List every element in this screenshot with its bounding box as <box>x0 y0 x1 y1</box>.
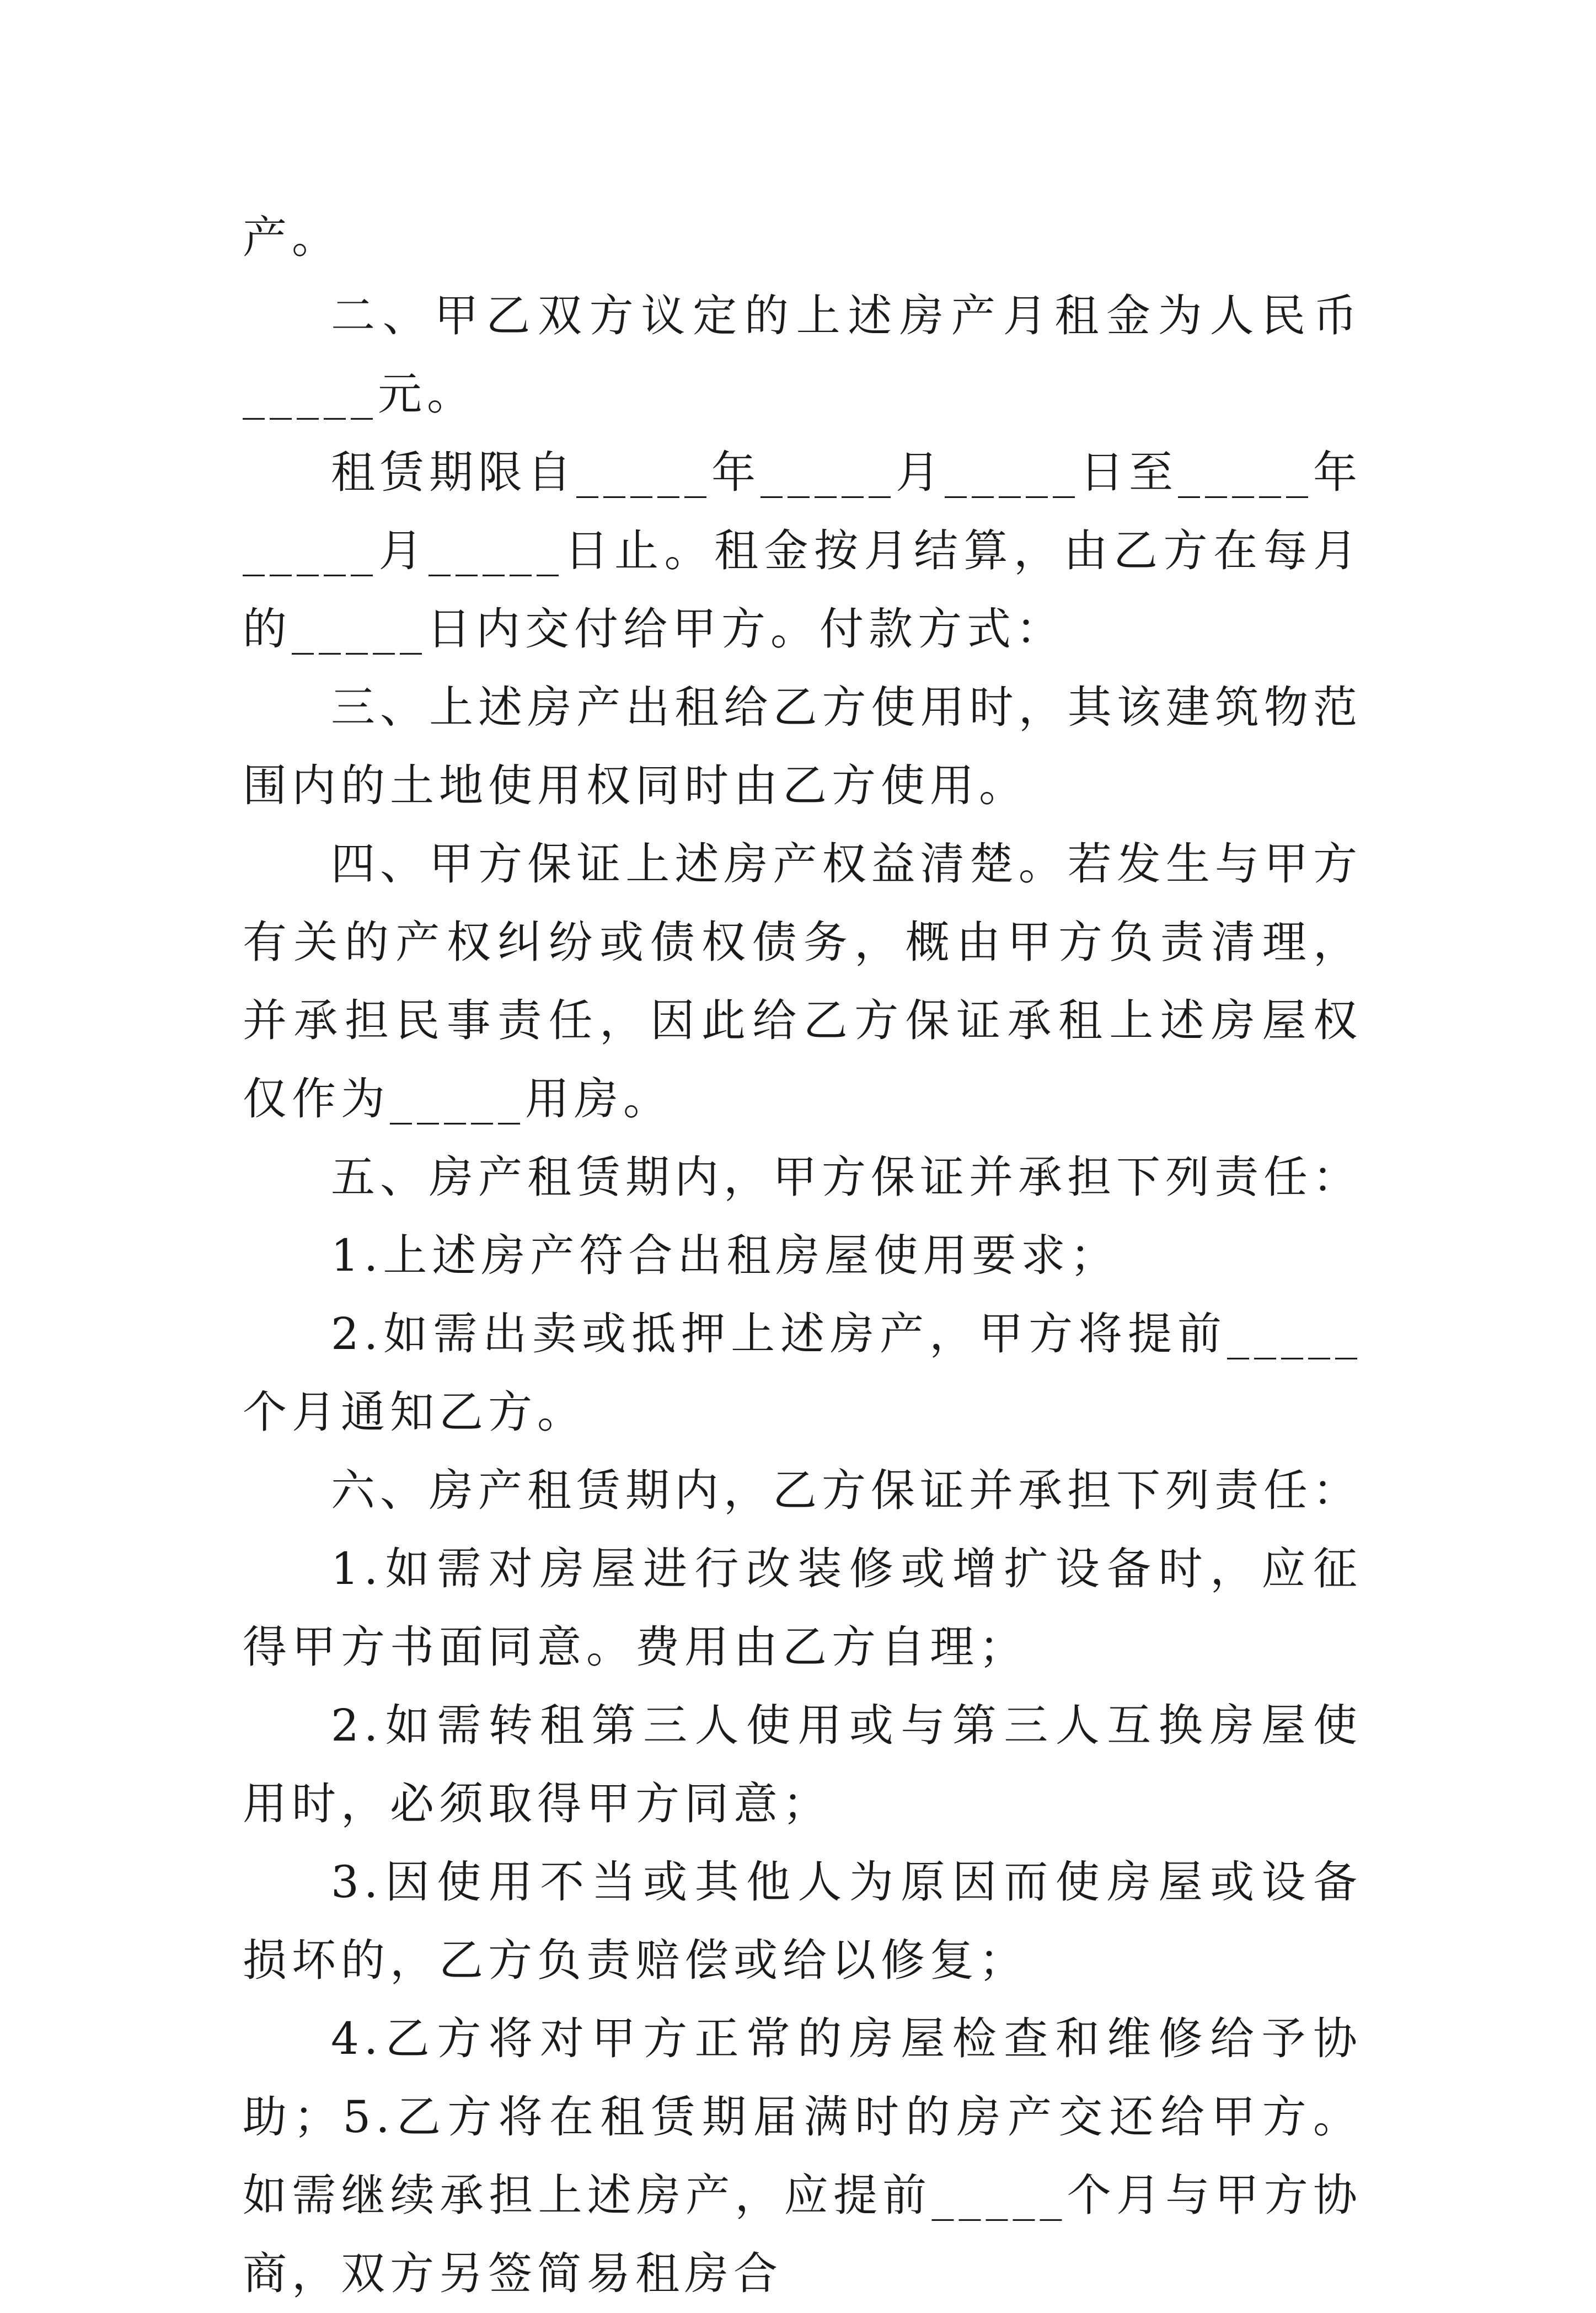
paragraph-clause-5-item-2: 2.如需出卖或抵押上述房产，甲方将提前_____个月通知乙方。 <box>243 1308 1362 1438</box>
paragraph-clause-5-item-1: 1.上述房产符合出租房屋使用要求； <box>331 1230 1120 1281</box>
paragraph-clause-3: 三、上述房产出租给乙方使用时，其该建筑物范围内的土地使用权同时由乙方使用。 <box>243 682 1362 811</box>
paragraph-clause-4: 四、甲方保证上述房产权益清楚。若发生与甲方有关的产权纠纷或债权债务，概由甲方负责清理，并承担民事责任，因此给乙方保证承租上述房屋权仅作为_____用房。 <box>243 838 1362 1125</box>
paragraph-clause-6-item-2: 2.如需转租第三人使用或与第三人互换房屋使用时，必须取得甲方同意； <box>243 1700 1362 1829</box>
paragraph-lease-term: 租赁期限自_____年_____月_____日至_____年_____月_____日止。租金按月结算，由乙方在每月的_____日内交付给甲方。付款方式： <box>243 447 1362 655</box>
paragraph-clause-5: 五、房产租赁期内，甲方保证并承担下列责任： <box>331 1152 1362 1203</box>
paragraph-clause-6-item-3: 3.因使用不当或其他人为原因而使房屋或设备损坏的，乙方负责赔偿或给以修复； <box>243 1856 1362 1986</box>
document-body <box>243 199 1362 2313</box>
paragraph-clause-2: 二、甲乙双方议定的上述房产月租金为人民币_____元。 <box>243 290 1362 420</box>
paragraph-clause-6: 六、房产租赁期内，乙方保证并承担下列责任： <box>331 1465 1362 1516</box>
paragraph-clause-6-item-4-5: 4.乙方将对甲方正常的房屋检查和维修给予协助；5.乙方将在租赁期届满时的房产交还给甲方。如需继续承担上述房产，应提前_____个月与甲方协商，双方另签简易租房合 <box>243 2013 1362 2299</box>
paragraph-clause-6-item-1: 1.如需对房屋进行改装修或增扩设备时，应征得甲方书面同意。费用由乙方自理； <box>243 1543 1362 1673</box>
paragraph-continuation: 产。 <box>243 212 341 263</box>
